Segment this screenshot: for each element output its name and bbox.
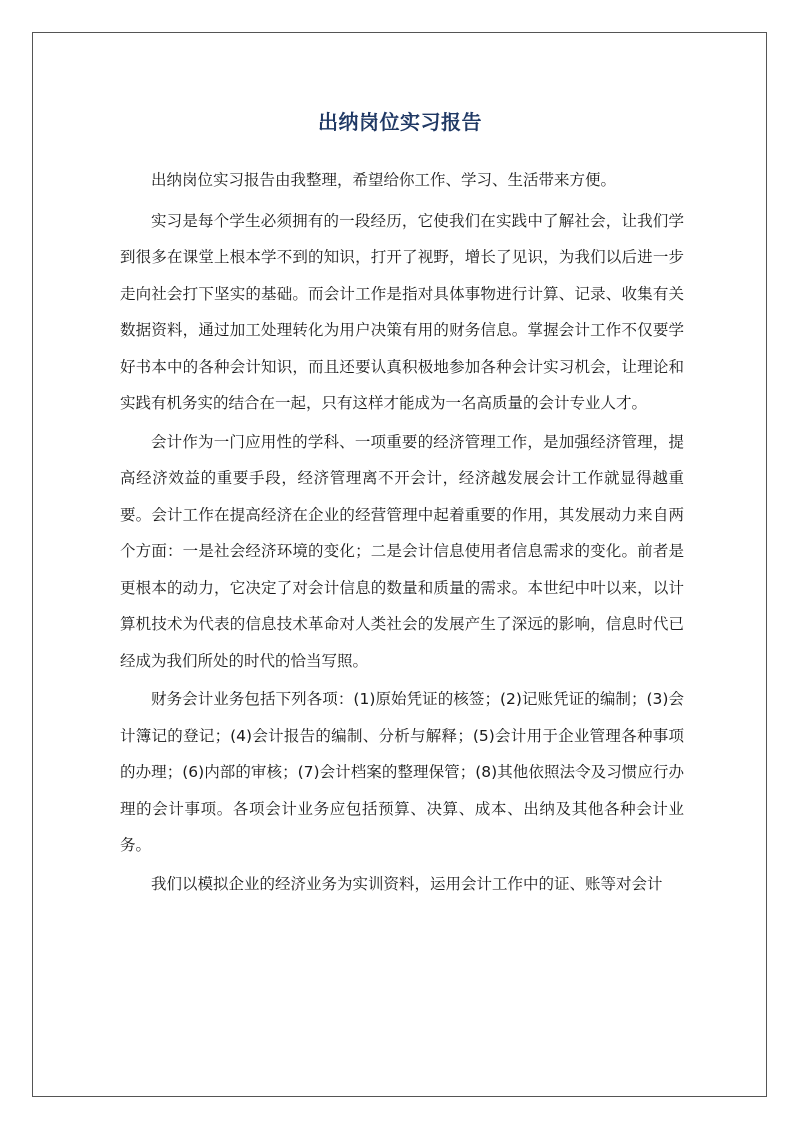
paragraph-internship: 实习是每个学生必须拥有的一段经历，它使我们在实践中了解社会，让我们学到很多在课堂上根本学不到的知识，打开了视野，增长了见识，为我们以后进一步走向社会打下坚实的基础。而会计工作是指对具体事物进行计算、记录、收集有关数据资料，通过加工处理转化为用户决策有用的财务信息。掌握会计工作不仅要学好书本中的各种会计知识，而且还要认真积极地参加各种会计实习机会，让理论和实践有机务实的结合在一起，只有这样才能成为一名高质量的会计专业人才。 [120,211,684,412]
document-title: 出纳岗位实习报告 [318,110,482,134]
paragraph-accounting-tasks: 财务会计业务包括下列各项：(1)原始凭证的核签；(2)记账凭证的编制；(3)会计簿记的登记；(4)会计报告的编制、分析与解释；(5)会计用于企业管理各种事项的办理；(6)内部的审核；(7)会计档案的整理保管；(8)其他依照法令及习惯应行办理的会计事项。各项会计业务应包括预算、决算、成本、出纳及其他各种会计业务。 [120,690,684,854]
document-body [120,162,684,902]
paragraph-intro: 出纳岗位实习报告由我整理，希望给你工作、学习、生活带来方便。 [151,171,617,189]
paragraph-simulation: 我们以模拟企业的经济业务为实训资料，运用会计工作中的证、账等对会计 [151,874,663,893]
paragraph-accounting-role: 会计作为一门应用性的学科、一项重要的经济管理工作，是加强经济管理，提高经济效益的重要手段，经济管理离不开会计，经济越发展会计工作就显得越重要。会计工作在提高经济在企业的经营管理中起着重要的作用，其发展动力来自两个方面：一是社会经济环境的变化；二是会计信息使用者信息需求的变化。前者是更根本的动力，它决定了对会计信息的数量和质量的需求。本世纪中叶以来，以计算机技术为代表的信息技术革命对人类社会的发展产生了深远的影响，信息时代已经成为我们所处的时代的恰当写照。 [120,432,684,670]
